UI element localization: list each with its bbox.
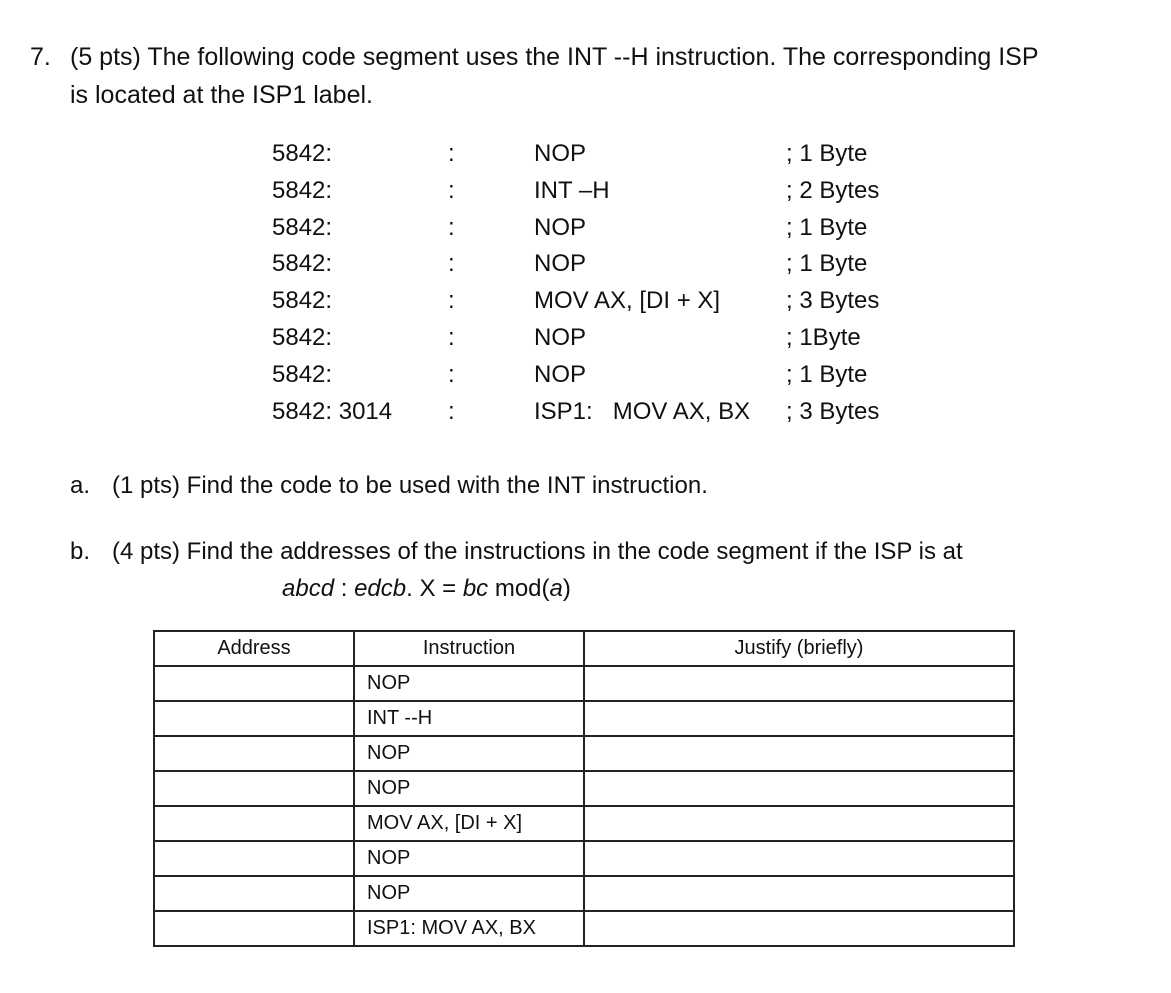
address-cell[interactable]	[154, 876, 354, 911]
instruction-cell: INT --H	[354, 701, 584, 736]
instruction-cell: MOV AX, [DI + X]	[354, 806, 584, 841]
code-address: 5842:	[272, 360, 333, 388]
table-row	[154, 736, 1014, 771]
address-cell[interactable]	[154, 911, 354, 946]
table-row	[154, 806, 1014, 841]
address-cell[interactable]	[154, 701, 354, 736]
justify-cell[interactable]	[584, 771, 1014, 806]
code-instruction: NOP	[534, 250, 587, 278]
code-colon: :	[448, 323, 455, 351]
address-cell[interactable]	[154, 841, 354, 876]
part-a-label: a.	[70, 472, 91, 499]
expr-close: )	[562, 575, 571, 602]
expr-x: . X =	[406, 575, 463, 602]
address-cell[interactable]	[154, 736, 354, 771]
code-instruction: NOP	[534, 360, 587, 388]
expr-a: a	[549, 575, 563, 602]
code-instruction: INT –H	[534, 176, 610, 204]
code-comment: ; 2 Bytes	[786, 176, 880, 204]
instruction-cell: NOP	[354, 771, 584, 806]
header-instruction: Instruction	[354, 631, 584, 666]
question-line-2: is located at the ISP1 label.	[70, 81, 373, 109]
table-row	[154, 771, 1014, 806]
code-colon: :	[448, 140, 455, 167]
code-colon: :	[448, 250, 455, 278]
table-row	[154, 911, 1014, 946]
code-comment: ; 3 Bytes	[786, 287, 880, 315]
address-cell[interactable]	[154, 666, 354, 701]
code-address: 5842:	[272, 213, 333, 241]
justify-cell[interactable]	[584, 666, 1014, 701]
justify-cell[interactable]	[584, 911, 1014, 946]
table-row	[154, 876, 1014, 911]
justify-cell[interactable]	[584, 736, 1014, 771]
code-address: 5842:	[272, 140, 333, 167]
instruction-cell: NOP	[354, 841, 584, 876]
code-colon: :	[448, 287, 455, 315]
code-comment: ; 1Byte	[786, 323, 861, 351]
expr-mod: mod(	[488, 575, 550, 602]
part-b-expression	[282, 572, 571, 606]
table-row	[154, 701, 1014, 736]
code-comment: ; 3 Bytes	[786, 397, 880, 425]
code-address: 5842: 3014	[272, 397, 393, 425]
instruction-cell: NOP	[354, 666, 584, 701]
code-instruction: ISP1: MOV AX, BX	[534, 397, 751, 425]
expr-edcb: edcb	[354, 575, 407, 602]
instruction-cell: NOP	[354, 736, 584, 771]
code-colon: :	[448, 397, 455, 425]
address-cell[interactable]	[154, 771, 354, 806]
table-row	[154, 666, 1014, 701]
header-address: Address	[154, 631, 354, 666]
expr-sep: :	[334, 575, 355, 602]
code-colon: :	[448, 360, 455, 388]
part-a-text: (1 pts) Find the code to be used with the INT instruction.	[112, 472, 708, 499]
code-instruction: MOV AX, [DI + X]	[534, 287, 721, 315]
address-cell[interactable]	[154, 806, 354, 841]
code-address: 5842:	[272, 287, 333, 315]
question-number: 7.	[30, 43, 51, 71]
question-line-1: (5 pts) The following code segment uses the INT --H instruction. The corresponding ISP	[70, 43, 1039, 71]
code-comment: ; 1 Byte	[786, 140, 868, 167]
code-instruction: NOP	[534, 140, 587, 167]
expr-abcd: abcd	[282, 575, 335, 602]
part-b-label: b.	[70, 538, 91, 565]
instruction-cell: NOP	[354, 876, 584, 911]
code-instruction: NOP	[534, 213, 587, 241]
code-comment: ; 1 Byte	[786, 213, 868, 241]
code-comment: ; 1 Byte	[786, 250, 868, 278]
justify-cell[interactable]	[584, 876, 1014, 911]
table-row	[154, 841, 1014, 876]
code-colon: :	[448, 176, 455, 204]
code-address: 5842:	[272, 176, 333, 204]
code-colon: :	[448, 213, 455, 241]
question-heading	[30, 38, 1140, 114]
code-address: 5842:	[272, 323, 333, 351]
code-address: 5842:	[272, 250, 333, 278]
code-instruction: NOP	[534, 323, 587, 351]
code-comment: ; 1 Byte	[786, 360, 868, 388]
justify-cell[interactable]	[584, 806, 1014, 841]
part-b-text: (4 pts) Find the addresses of the instructions in the code segment if the ISP is at	[112, 538, 963, 565]
table-header-row	[154, 631, 1014, 666]
part-a	[70, 469, 1130, 503]
answer-table	[153, 630, 1015, 947]
expr-bc: bc	[462, 575, 489, 602]
part-b	[70, 535, 1130, 569]
justify-cell[interactable]	[584, 841, 1014, 876]
justify-cell[interactable]	[584, 701, 1014, 736]
header-justify: Justify (briefly)	[584, 631, 1014, 666]
instruction-cell: ISP1: MOV AX, BX	[354, 911, 584, 946]
